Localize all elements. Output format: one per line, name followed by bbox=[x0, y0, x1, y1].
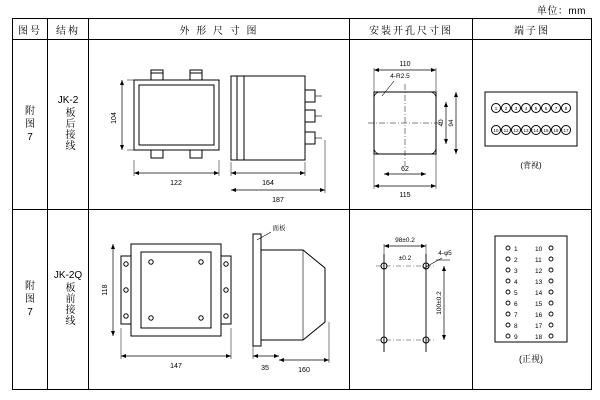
svg-text:15: 15 bbox=[543, 128, 549, 133]
figure-no-line3-2: 7 bbox=[27, 307, 33, 318]
svg-text:16: 16 bbox=[535, 312, 543, 319]
label-panel-2: 面板 bbox=[272, 225, 286, 232]
hole-drawing-1 bbox=[350, 40, 470, 208]
dim-total-1: 187 bbox=[272, 197, 284, 204]
svg-text:3: 3 bbox=[514, 106, 518, 111]
structure-model-2: JK-2Q bbox=[53, 269, 83, 281]
row-structure-2 bbox=[48, 210, 89, 390]
terminal-caption-1: (背视) bbox=[520, 161, 542, 170]
svg-text:18: 18 bbox=[535, 334, 543, 341]
dim-hole-vertical-2: 100±0.2 bbox=[436, 291, 443, 315]
figure-no-line1: 附 bbox=[25, 106, 35, 117]
row-figure-no-1 bbox=[13, 40, 48, 210]
svg-text:16: 16 bbox=[553, 128, 559, 133]
svg-text:14: 14 bbox=[533, 128, 539, 133]
svg-text:8: 8 bbox=[514, 323, 518, 330]
svg-text:13: 13 bbox=[535, 279, 543, 286]
svg-text:10: 10 bbox=[493, 128, 499, 133]
dim-side-width-2: 160 bbox=[298, 367, 310, 374]
hole-drawing-cell-2 bbox=[350, 210, 473, 390]
svg-text:17: 17 bbox=[563, 128, 569, 133]
dim-hole-right-big-1: 94 bbox=[448, 119, 455, 127]
dimension-table bbox=[12, 18, 592, 390]
svg-text:7: 7 bbox=[514, 312, 518, 319]
svg-text:1: 1 bbox=[514, 246, 518, 253]
svg-text:9: 9 bbox=[514, 334, 518, 341]
dim-side-width-1: 164 bbox=[262, 180, 274, 187]
svg-text:8: 8 bbox=[564, 106, 568, 111]
dim-width-front-1: 122 bbox=[170, 180, 182, 187]
header-figure-no: 图号 bbox=[13, 19, 48, 40]
table-header-row bbox=[13, 19, 592, 40]
dim-hole-bottom-1: 115 bbox=[399, 192, 411, 199]
dim-hole-screw-2: 4-φ5 bbox=[438, 250, 452, 257]
dim-hole-top-1: 110 bbox=[399, 61, 411, 68]
header-structure: 结构 bbox=[48, 19, 89, 40]
outline-drawing-2 bbox=[89, 210, 347, 388]
terminal-diagram-cell-1 bbox=[473, 40, 592, 210]
svg-text:2: 2 bbox=[504, 106, 508, 111]
outline-drawing-cell-2 bbox=[89, 210, 350, 390]
header-terminal-diagram: 端子图 bbox=[473, 19, 592, 40]
outline-drawing-1 bbox=[89, 40, 347, 208]
svg-text:12: 12 bbox=[535, 268, 543, 275]
figure-no-line2: 图 bbox=[25, 119, 35, 130]
svg-text:17: 17 bbox=[535, 323, 543, 330]
outline-drawing-cell-1 bbox=[89, 40, 350, 210]
header-mounting-hole: 安装开孔尺寸图 bbox=[350, 19, 473, 40]
svg-text:1: 1 bbox=[494, 106, 498, 111]
unit-note: 单位：mm bbox=[536, 6, 586, 17]
dim-width-front-2: 147 bbox=[170, 363, 182, 370]
structure-model-1: JK-2 bbox=[57, 94, 79, 106]
dim-hole-screw-1: 4-R2.5 bbox=[390, 73, 410, 80]
dim-hole-center-2: ±0.2 bbox=[398, 255, 412, 262]
hole-drawing-2 bbox=[350, 210, 470, 388]
svg-text:13: 13 bbox=[523, 128, 529, 133]
svg-text:12: 12 bbox=[513, 128, 519, 133]
figure-no-line1-2: 附 bbox=[25, 281, 35, 292]
figure-no-line3: 7 bbox=[27, 132, 33, 143]
table-row bbox=[13, 210, 592, 390]
svg-text:6: 6 bbox=[514, 301, 518, 308]
terminal-diagram-1 bbox=[473, 40, 589, 208]
dim-height-1: 104 bbox=[111, 112, 118, 124]
terminal-diagram-2 bbox=[473, 210, 589, 388]
svg-text:10: 10 bbox=[535, 246, 543, 253]
dim-height-2: 118 bbox=[102, 284, 109, 296]
svg-text:6: 6 bbox=[544, 106, 548, 111]
terminal-diagram-cell-2 bbox=[473, 210, 592, 390]
svg-text:11: 11 bbox=[535, 257, 542, 264]
figure-no-line2-2: 图 bbox=[25, 294, 35, 305]
dim-hole-right-small-1: 40 bbox=[438, 119, 445, 127]
dim-flange-2: 35 bbox=[261, 365, 269, 372]
svg-text:4: 4 bbox=[524, 106, 528, 111]
terminal-caption-2: (正视) bbox=[519, 354, 543, 364]
svg-text:4: 4 bbox=[514, 279, 518, 286]
svg-text:11: 11 bbox=[503, 128, 509, 133]
svg-text:15: 15 bbox=[535, 301, 543, 308]
svg-text:3: 3 bbox=[514, 268, 518, 275]
svg-text:5: 5 bbox=[534, 106, 538, 111]
dim-hole-inner-1: 62 bbox=[401, 166, 409, 173]
row-structure-1 bbox=[48, 40, 89, 210]
table-row bbox=[13, 40, 592, 210]
svg-text:14: 14 bbox=[535, 290, 543, 297]
svg-text:5: 5 bbox=[514, 290, 518, 297]
dim-hole-top-2: 98±0.2 bbox=[395, 237, 415, 244]
structure-desc-1: 板后接线 bbox=[63, 106, 74, 151]
structure-desc-2: 板前接线 bbox=[63, 281, 74, 326]
header-outline-dimensions: 外 形 尺 寸 图 bbox=[89, 19, 350, 40]
hole-drawing-cell-1 bbox=[350, 40, 473, 210]
svg-text:2: 2 bbox=[514, 257, 518, 264]
svg-text:7: 7 bbox=[554, 106, 558, 111]
row-figure-no-2 bbox=[13, 210, 48, 390]
